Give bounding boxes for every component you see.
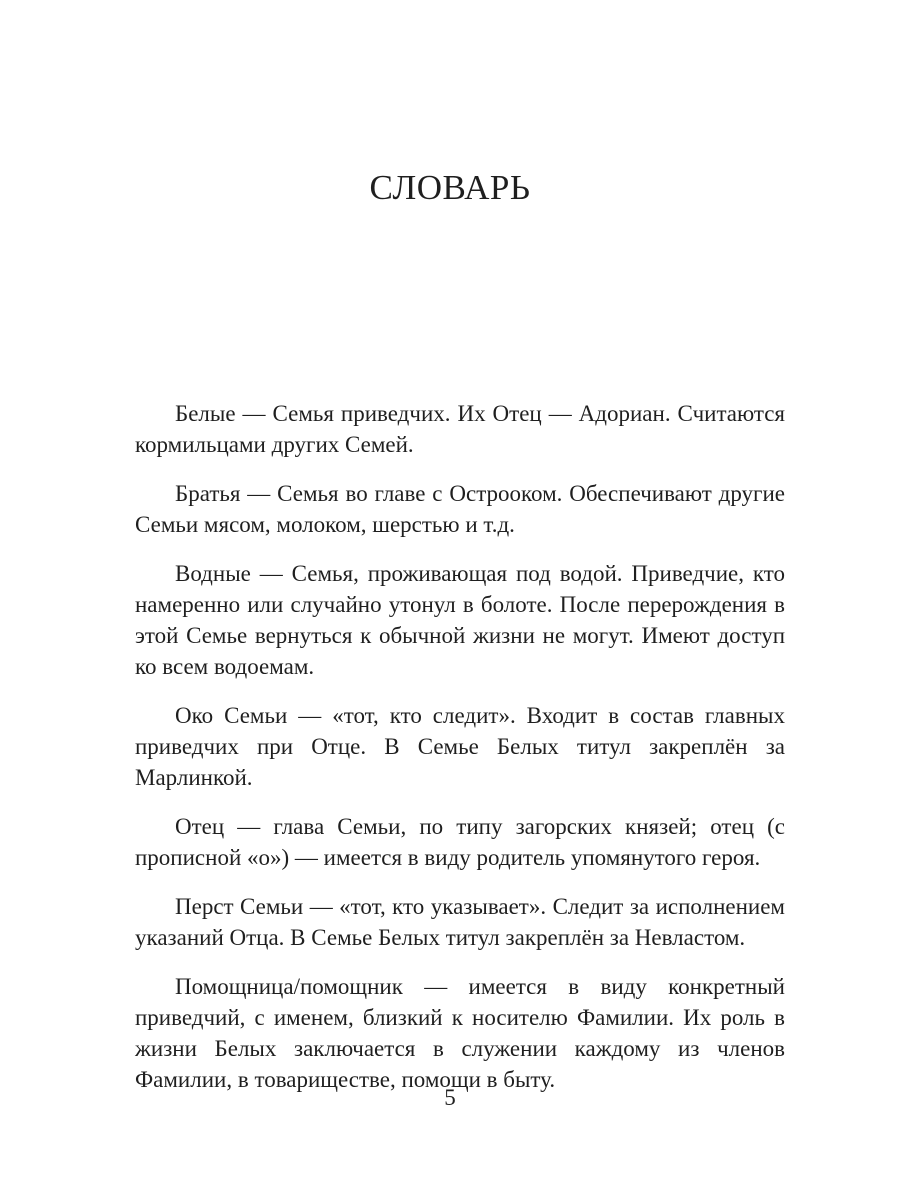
glossary-entry-otets: Отец — глава Семьи, по типу загорских князей; отец (с прописной «о») — имеется в виду родитель упомянутого героя.: [135, 814, 785, 870]
glossary-entry-pomoshchnitsa: Помощница/помощник — имеется в виду конкретный приведчий, с именем, близкий к носителю Фамилии. Их роль в жизни Белых заключается в служении каждому из членов Фамилии, в товариществе, помощи в быту.: [135, 974, 785, 1092]
glossary-entry-perst-semyi: Перст Семьи — «тот, кто указывает». Следит за исполнением указаний Отца. В Семье Белых титул закреплён за Невластом.: [135, 894, 785, 950]
glossary-entry-oko-semyi: Око Семьи — «тот, кто следит». Входит в состав главных приведчих при Отце. В Семье Белых титул закреплён за Марлинкой.: [135, 703, 785, 790]
glossary-entry-belye: Белые — Семья приведчих. Их Отец — Адориан. Считаются кормильцами других Семей.: [135, 401, 785, 457]
glossary-body: [135, 398, 785, 1095]
page-number: 5: [444, 1085, 456, 1110]
glossary-entry-bratya: Братья — Семья во главе с Острооком. Обеспечивают другие Семьи мясом, молоком, шерстью и т.д.: [135, 481, 785, 537]
page-title: СЛОВАРЬ: [369, 168, 531, 207]
glossary-entry-vodnye: Водные — Семья, проживающая под водой. Приведчие, кто намеренно или случайно утонул в болоте. После перерождения в этой Семье вернуться к обычной жизни не могут. Имеют доступ ко всем водоемам.: [135, 561, 785, 679]
